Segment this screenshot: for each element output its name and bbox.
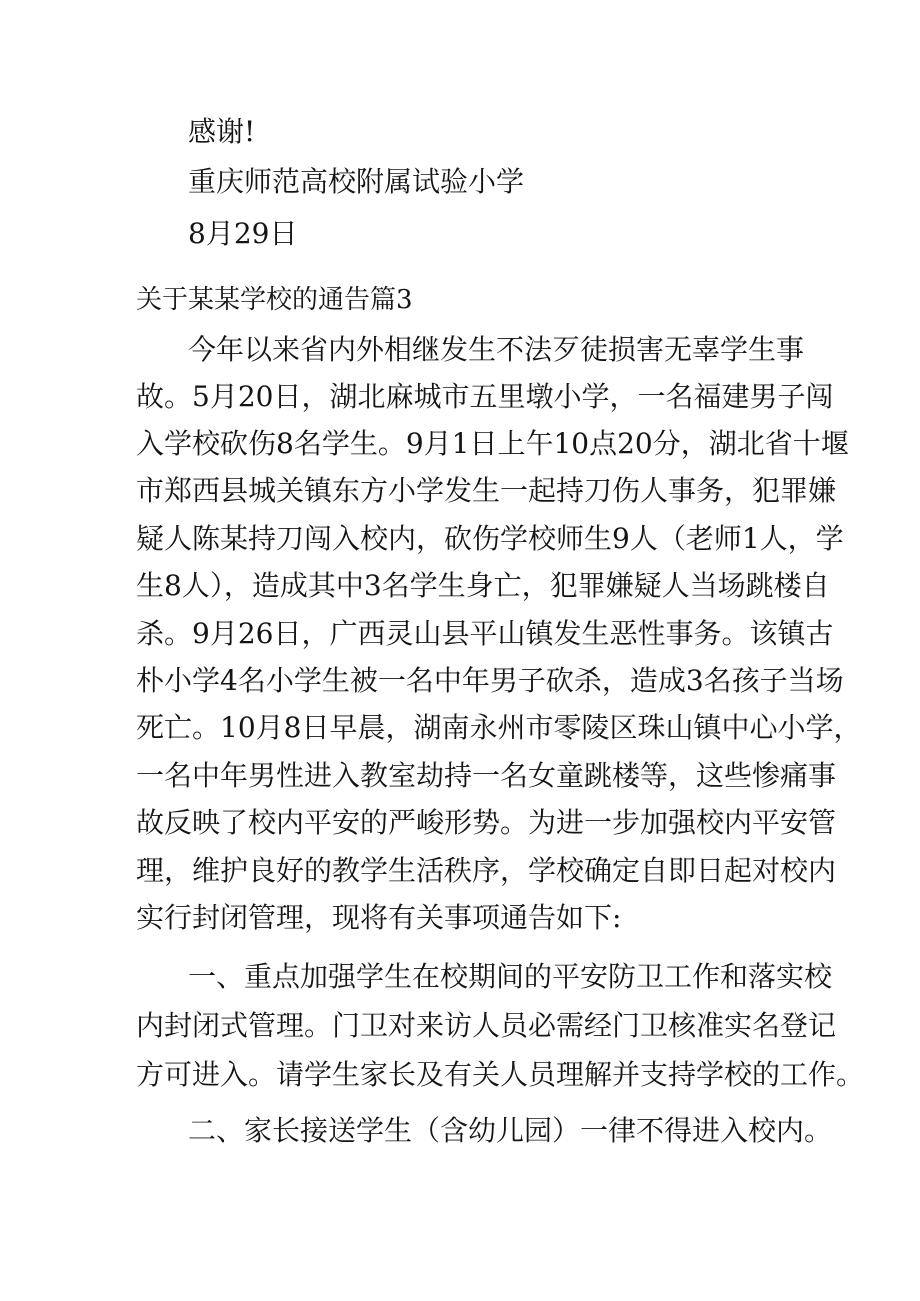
paragraph-line: 今年以来省内外相继发生不法歹徒损害无辜学生事 [188, 333, 805, 366]
paragraph-line: 疑人陈某持刀闯入校内，砍伤学校师生9人（老师1人，学 [136, 522, 844, 555]
paragraph-line: 二、家长接送学生（含幼儿园）一律不得进入校内。 [188, 1114, 833, 1147]
paragraph-line: 内封闭式管理。门卫对来访人员必需经门卫核准实名登记 [136, 1009, 837, 1042]
closing-thanks: 感谢! [188, 115, 256, 148]
paragraph-line: 朴小学4名小学生被一名中年男子砍杀，造成3名孩子当场 [136, 664, 844, 697]
paragraph-line: 故反映了校内平安的严峻形势。为进一步加强校内平安管 [136, 806, 837, 839]
section-title: 关于某某学校的通告篇3 [136, 285, 413, 315]
paragraph-line: 方可进入。请学生家长及有关人员理解并支持学校的工作。 [136, 1058, 865, 1091]
paragraph-line: 一、重点加强学生在校期间的平安防卫工作和落实校 [188, 960, 833, 993]
paragraph-line: 一名中年男性进入教室劫持一名女童跳楼等，这些惨痛事 [136, 759, 837, 792]
paragraph-line: 死亡。10月8日早晨，湖南永州市零陵区珠山镇中心小学， [136, 711, 862, 744]
paragraph-line: 入学校砍伤8名学生。9月1日上午10点20分，湖北省十堰 [136, 427, 849, 460]
paragraph-line: 生8人），造成其中3名学生身亡，犯罪嫌疑人当场跳楼自 [136, 569, 830, 602]
paragraph-line: 理，维护良好的教学生活秩序，学校确定自即日起对校内 [136, 854, 837, 887]
closing-date: 8月29日 [188, 217, 298, 250]
paragraph-line: 市郑西县城关镇东方小学发生一起持刀伤人事务，犯罪嫌 [136, 474, 837, 507]
paragraph-line: 实行封闭管理，现将有关事项通告如下: [136, 901, 622, 934]
paragraph-line: 故。5月20日，湖北麻城市五里墩小学，一名福建男子闯 [136, 380, 834, 413]
closing-signature: 重庆师范高校附属试验小学 [188, 165, 525, 198]
paragraph-line: 杀。9月26日，广西灵山县平山镇发生恶性事务。该镇古 [136, 617, 834, 650]
